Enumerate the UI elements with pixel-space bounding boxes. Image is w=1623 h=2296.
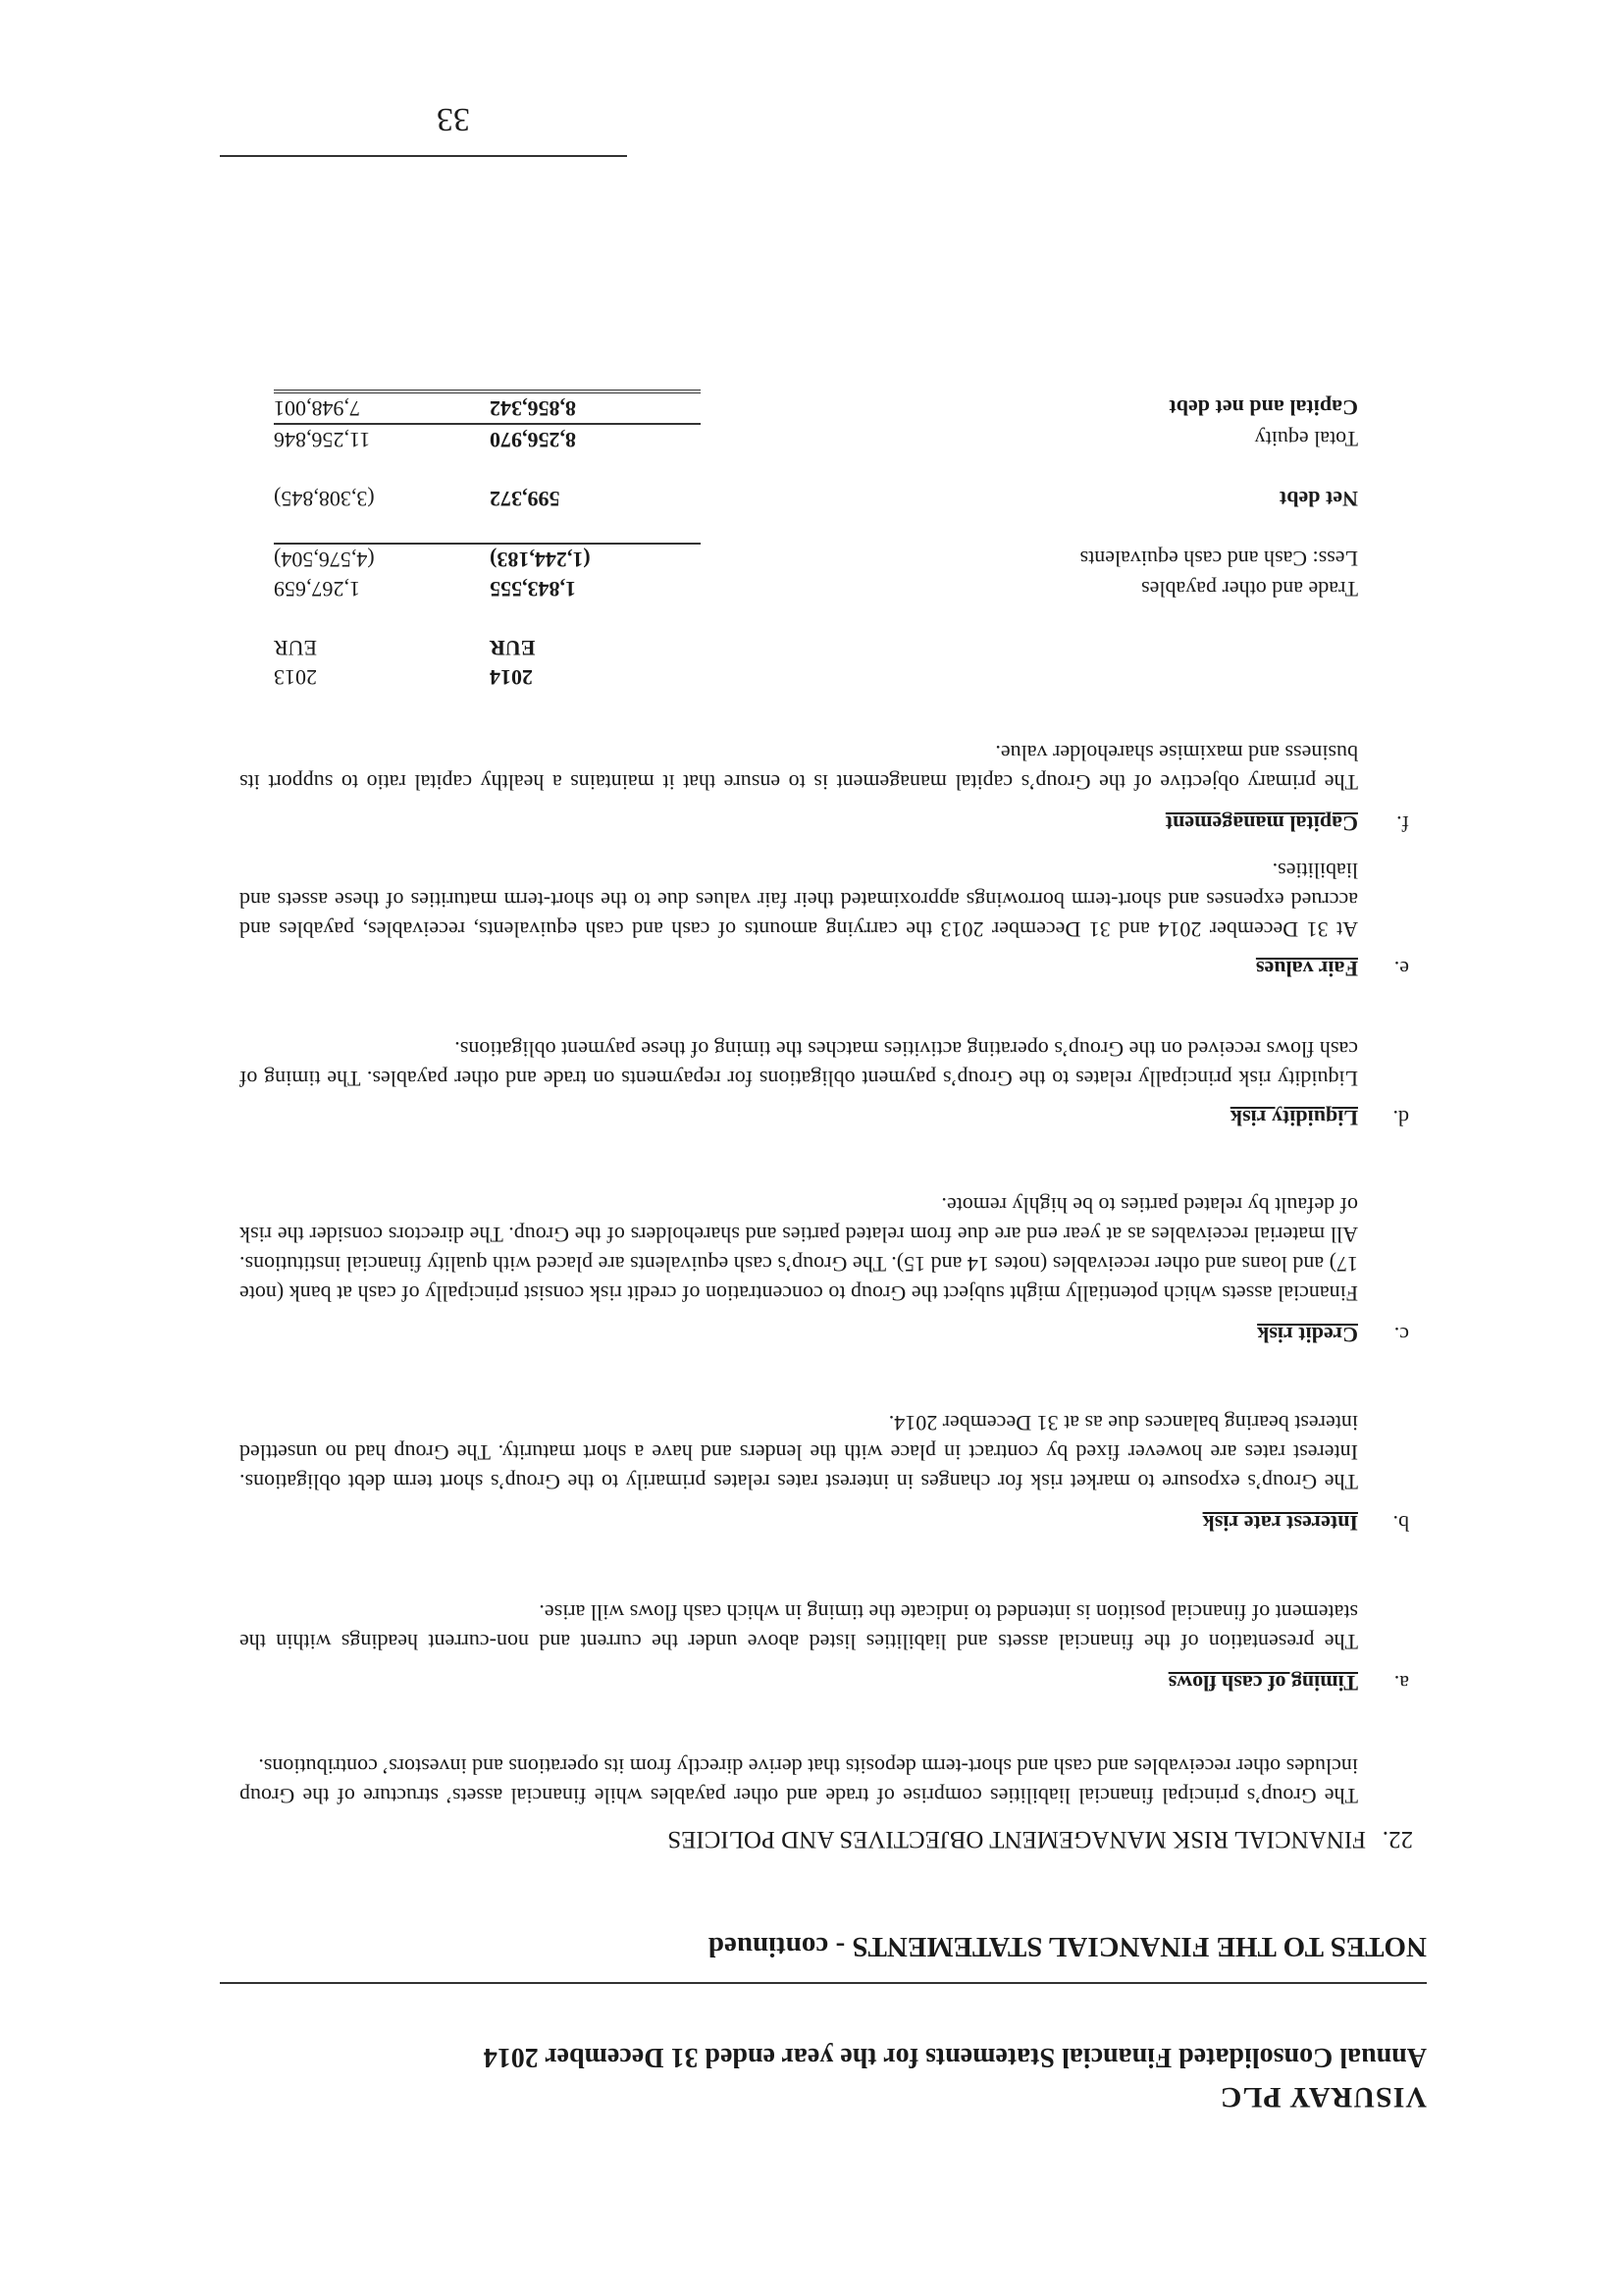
subsection-letter: f. [1396,811,1409,836]
row-value-2013: 1,267,659 [274,577,360,601]
currency-2013: EUR [274,636,317,660]
subsection-title: Fair values [1255,957,1358,981]
row-label: Net debt [1279,487,1358,511]
notes-title: NOTES TO THE FINANCIAL STATEMENTS - continued [707,1931,1427,1962]
company-name: VISURAY PLC [1219,2081,1427,2113]
subsection-text-f: The primary objective of the Group’s capital management is to ensure that it maintains a healthy capital ratio to support its business and maximise shareholder value. [239,741,1358,795]
section-number: 22. [1382,1826,1413,1852]
row-label: Less: Cash and cash equivalents [1079,547,1358,572]
row-value-2014: (1,244,183) [490,544,701,574]
subsection-letter: a. [1393,1671,1409,1696]
section-heading [667,1825,1413,1852]
subsection-title: Interest rate risk [1202,1511,1358,1536]
row-label: Capital and net debt [1169,395,1358,421]
row-label: Trade and other payables [1141,577,1358,601]
table-row [274,424,1358,454]
row-value-2014: 599,372 [490,487,560,511]
row-value-2014: 8,256,970 [490,424,701,454]
capital-table [274,390,1358,692]
currency-2014: EUR [490,636,536,660]
subsection-heading-f [1165,810,1409,836]
subsection-heading-d [1230,1105,1409,1130]
subsection-heading-b [1202,1510,1409,1536]
section-intro: The Group’s principal financial liabilities comprise of trade and other payables while financial assets’ structure of the Group includes other receivables and cash and short-term deposits that derive directly from its operations and investors’ contributions. [239,1754,1358,1808]
subsection-letter: e. [1393,957,1409,981]
subsection-text-b: The Group’s exposure to market risk for changes in interest rates relates primarily to the Group’s short term debt obligations. Interest rates are however fixed by contract in place with the lenders and have a short maturity. The Group had no unsettled interest bearing balances due as at 31 December 2014. [239,1411,1358,1494]
subsection-heading-a [1168,1670,1409,1696]
subsection-heading-e [1255,956,1409,981]
subsection-text-d: Liquidity risk principally relates to the Group’s payment obligations for repayments on trade and other payables. The timing of cash flows received on the Group’s operating activities matches the timing of these payment obligations. [239,1037,1358,1091]
subsection-title: Credit risk [1257,1323,1358,1347]
subsection-text-a: The presentation of the financial assets and liabilities listed above under the current and non-current headings within the statement of financial position is intended to indicate the timing in which cash flows will arise. [239,1600,1358,1654]
row-value-2013: (3,308,845) [274,487,375,511]
subsection-text-e: At 31 December 2014 and 31 December 2013 the carrying amounts of cash and cash equivalents, receivables, payables and accrued expenses and short-term borrowings approximated their fair values due to the short-term maturities of these assets and liabilities. [239,859,1358,942]
page-number: 33 [437,101,470,137]
subsection-letter: b. [1392,1511,1409,1536]
row-value-2014: 1,843,555 [490,577,576,601]
table-header-row [274,662,1358,692]
table-currency-row [274,633,1358,662]
report-subtitle: Annual Consolidated Financial Statements for the year ended 31 December 2014 [483,2042,1427,2072]
row-value-2014: 8,856,342 [490,391,701,424]
table-row [274,574,1358,603]
section-title: FINANCIAL RISK MANAGEMENT OBJECTIVES AND POLICIES [667,1826,1366,1852]
row-value-2013: 11,256,846 [274,424,490,454]
year-2013-header: 2013 [274,665,317,690]
table-row [274,484,1358,513]
header-rule [220,1982,1427,1984]
row-label: Total equity [1254,427,1358,452]
row-value-2013: 7,948,001 [274,391,490,424]
table-row [274,391,1358,424]
table-row [274,544,1358,574]
row-value-2013: (4,576,504) [274,544,490,574]
subsection-title: Capital management [1165,811,1358,836]
year-2014-header: 2014 [490,665,533,690]
subsection-heading-c [1257,1322,1409,1347]
subsection-text-c: Financial assets which potentially might subject the Group to concentration of credit risk consist principally of cash at bank (note 17) and loans and other receivables (notes 14 and 15). The Group’s cash equivalents are placed with quality financial institutions. All material receivables as at year end are due from related parties and shareholders of the Group. The directors consider the risk of default by related parties to be highly remote. [239,1193,1358,1306]
subsection-title: Timing of cash flows [1168,1671,1358,1696]
footer-rule [220,155,627,157]
subsection-letter: d. [1392,1106,1409,1130]
subsection-letter: c. [1393,1323,1409,1347]
subsection-title: Liquidity risk [1230,1106,1358,1130]
